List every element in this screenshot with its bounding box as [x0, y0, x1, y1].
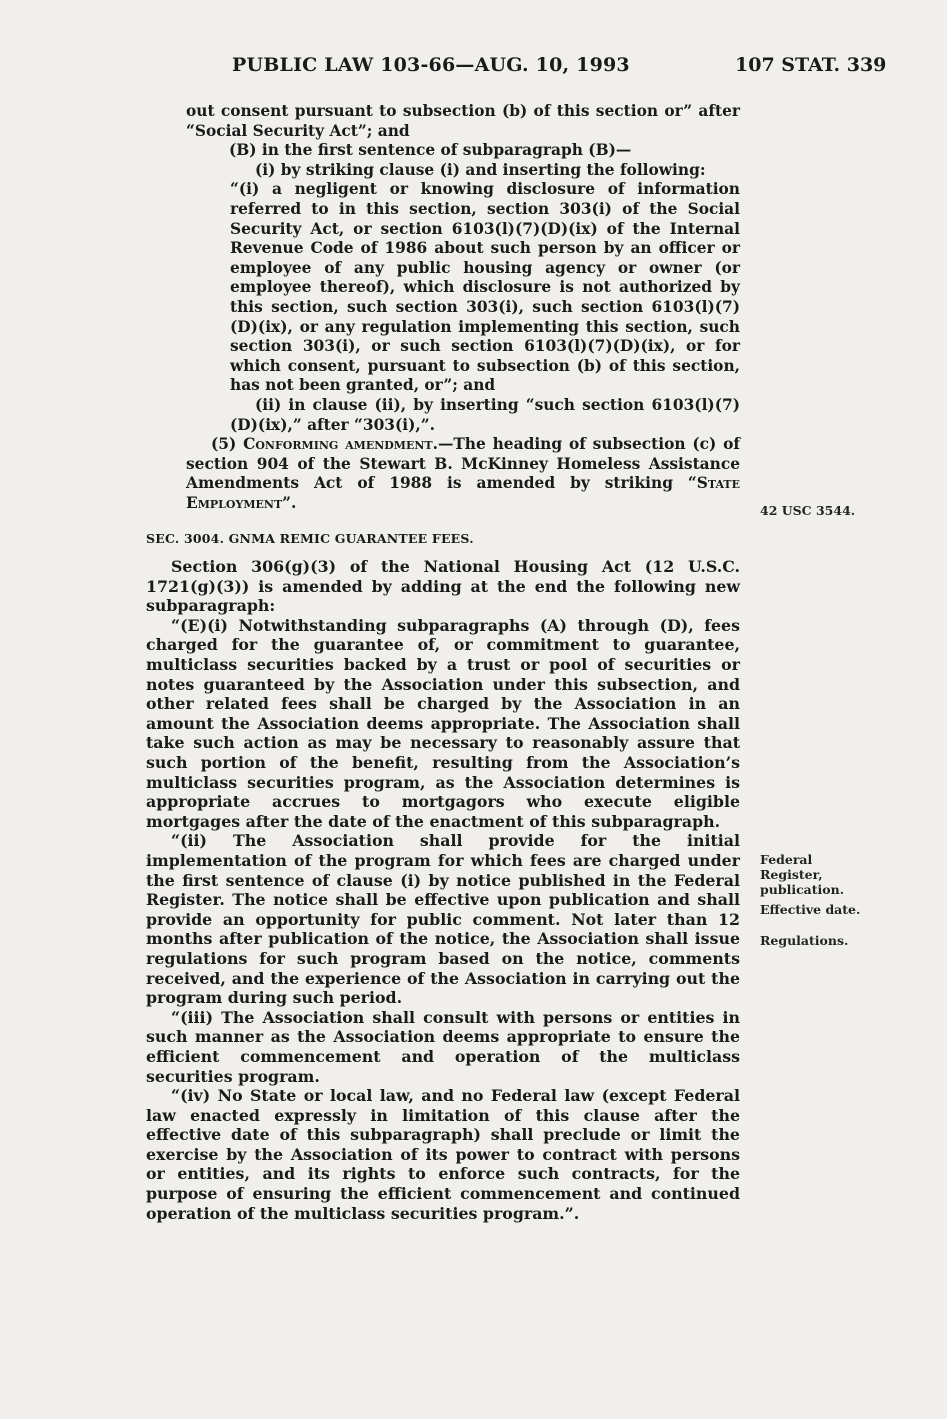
paragraph-continuation: out consent pursuant to subsection (b) of this section or” after “Social Security Act”; and	[186, 102, 740, 140]
header-stat-citation: 107 STAT. 339	[735, 54, 887, 76]
margin-note-usc: 42 USC 3544.	[760, 503, 856, 518]
header-title: PUBLIC LAW 103-66—AUG. 10, 1993	[232, 54, 630, 76]
conforming-amendment-end: ”.	[282, 493, 297, 512]
margin-note-register: Register,	[760, 867, 823, 882]
margin-note-federal-register	[760, 852, 844, 897]
paragraph-conforming-amendment	[146, 435, 740, 513]
paragraph-section-intro: Section 306(g)(3) of the National Housing Act (12 U.S.C. 1721(g)(3)) is amended by adding at the end the following new subparagraph:	[146, 557, 740, 616]
page-header	[0, 54, 947, 88]
paragraph-clause-iv: “(iv) No State or local law, and no Federal law (except Federal law enacted expressly in limitation of this clause after the effective date of this subparagraph) shall preclude or limit the exercise by the Association of its power to contract with persons or entities, and its rights to enforce such contracts, for the purpose of ensuring the efficient commencement and continued operation of the multiclass securities program.”.	[146, 1086, 740, 1223]
margin-note-federal: Federal	[760, 852, 813, 867]
paragraph-clause-i: (i) by striking clause (i) and inserting the following:	[255, 160, 706, 179]
main-text	[146, 102, 740, 1223]
paragraph-subparagraph-b: (B) in the first sentence of subparagraph (B)—	[229, 141, 632, 160]
paragraph-clause-iii: “(iii) The Association shall consult with persons or entities in such manner as the Association deems appropriate to ensure the efficient commencement and operation of the multiclass securities program.	[146, 1007, 740, 1086]
margin-note-publication: publication.	[760, 882, 845, 897]
margin-note-effective-date: Effective date.	[760, 902, 861, 917]
section-heading: SEC. 3004. GNMA REMIC GUARANTEE FEES.	[146, 531, 474, 547]
paragraph-clause-ii-notice: “(ii) The Association shall provide for the initial implementation of the program for which fees are charged under the first sentence of clause (i) by notice published in the Federal Register. The notice shall be effective upon publication and shall provide an opportunity for public comment. Not later than 12 months after publication of the notice, the Association shall issue regulations for such program based on the notice, comments received, and the experience of the Association in carrying out the program during such period.	[146, 831, 740, 1008]
paragraph-clause-ii: (ii) in clause (ii), by inserting “such section 6103(l)(7)(D)(ix),” after “303(i),”.	[230, 395, 740, 434]
paragraph-inserted-clause: “(i) a negligent or knowing disclosure of information referred to in this section, section 303(i) of the Social Security Act, or section 6103(l)(7)(D)(ix) of the Internal Revenue Code of 1986 about such person by an officer or employee of any public housing agency or owner (or employee thereof), which disclosure is not authorized by this section, such section 303(i), such section 6103(l)(7)(D)(ix), or any regulation implementing this section, such section 303(i), or such section 6103(l)(7)(D)(ix), or for which consent, pursuant to subsection (b) of this section, has not been granted, or”; and	[230, 180, 740, 395]
conforming-amendment-heading: (5) Conforming amendment.	[211, 435, 438, 454]
conforming-amendment-heading-struck: State Employment	[186, 474, 740, 512]
paragraph-clause-e-i: “(E)(i) Notwithstanding subparagraphs (A) through (D), fees charged for the guarantee of, or commitment to guarantee, multiclass securities backed by a trust or pool of securities or notes guaranteed by the Association under this subsection, and other related fees shall be charged by the Association in an amount the Association deems appropriate. The Association shall take such action as may be necessary to reasonably assure that such portion of the benefit, resulting from the Association’s multiclass securities program, as the Association determines is appropriate accrues to mortgagors who execute eligible mortgages after the date of the enactment of this subparagraph.	[146, 615, 740, 831]
conforming-amendment-text: —The heading of subsection (c) of section 904 of the Stewart B. McKinney Homeless Assistance Amendments Act of 1988 is amended by striking “	[186, 435, 740, 493]
margin-note-regulations: Regulations.	[760, 933, 849, 948]
